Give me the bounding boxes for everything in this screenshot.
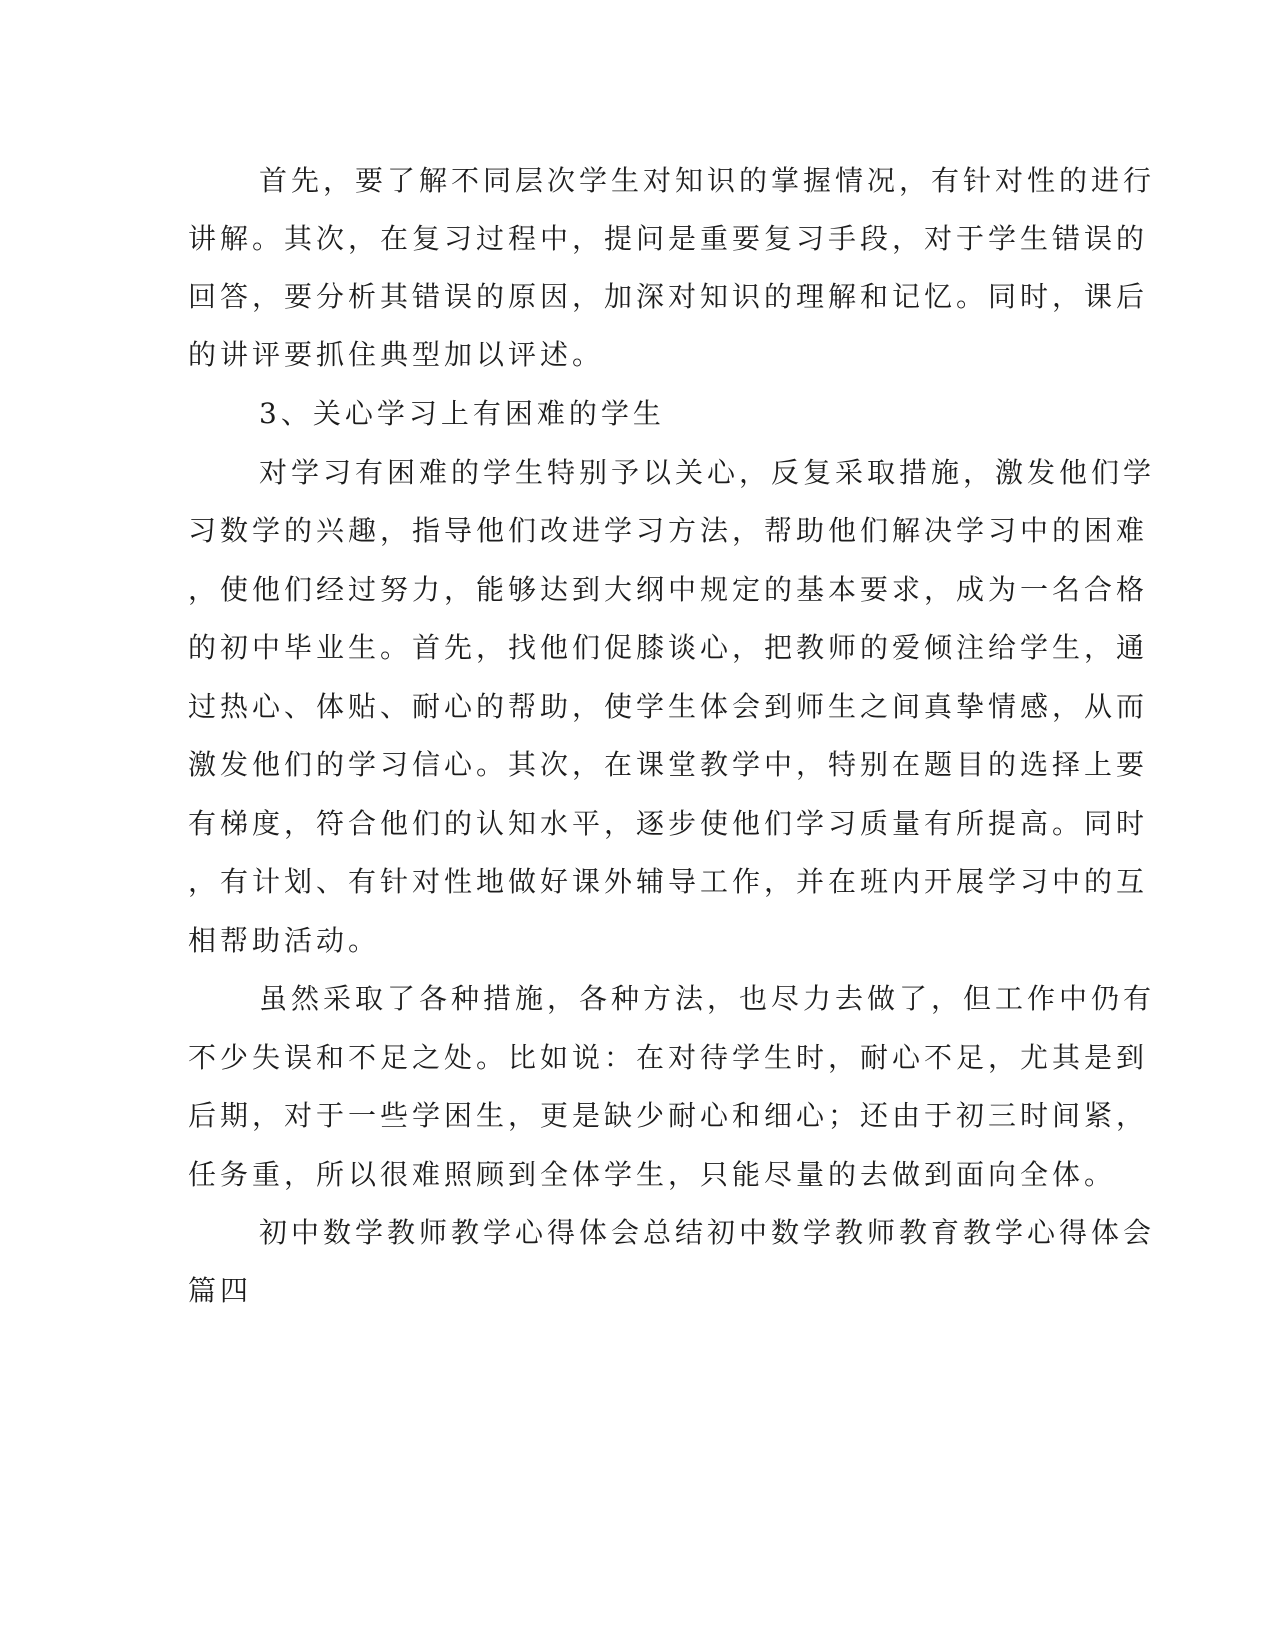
paragraph-4-line-1: 初中数学教师教学心得体会总结初中数学教师教育教学心得体会: [259, 1216, 1156, 1249]
paragraph-4-line-2: 篇四: [188, 1274, 253, 1307]
paragraph-2-line-6: 激发他们的学习信心。其次，在课堂教学中，特别在题目的选择上要: [188, 748, 1149, 781]
paragraph-1-line-3: 回答，要分析其错误的原因，加深对知识的理解和记忆。同时，课后: [188, 280, 1149, 313]
paragraph-1-line-4: 的讲评要抓住典型加以评述。: [188, 338, 605, 371]
paragraph-3-line-1: 虽然采取了各种措施，各种方法，也尽力去做了，但工作中仍有: [259, 982, 1156, 1015]
paragraph-3-line-3: 后期，对于一些学困生，更是缺少耐心和细心；还由于初三时间紧，: [188, 1099, 1149, 1132]
paragraph-1-line-1: 首先，要了解不同层次学生对知识的掌握情况，有针对性的进行: [259, 164, 1156, 197]
paragraph-2-line-2: 习数学的兴趣，指导他们改进学习方法，帮助他们解决学习中的困难: [188, 514, 1149, 547]
paragraph-2-line-1: 对学习有困难的学生特别予以关心，反复采取措施，激发他们学: [259, 456, 1156, 489]
paragraph-3-line-2: 不少失误和不足之处。比如说：在对待学生时，耐心不足，尤其是到: [188, 1041, 1149, 1074]
paragraph-1-line-2: 讲解。其次，在复习过程中，提问是重要复习手段，对于学生错误的: [188, 222, 1149, 255]
section-heading-3: 3、关心学习上有困难的学生: [259, 397, 665, 430]
paragraph-2-line-7: 有梯度，符合他们的认知水平，逐步使他们学习质量有所提高。同时: [188, 807, 1149, 840]
paragraph-2-line-5: 过热心、体贴、耐心的帮助，使学生体会到师生之间真挚情感，从而: [188, 690, 1149, 723]
paragraph-2-line-4: 的初中毕业生。首先，找他们促膝谈心，把教师的爱倾注给学生，通: [188, 631, 1149, 664]
paragraph-2-line-9: 相帮助活动。: [188, 924, 381, 957]
paragraph-2-line-8: ，有计划、有针对性地做好课外辅导工作，并在班内开展学习中的互: [188, 865, 1149, 898]
paragraph-3-line-4: 任务重，所以很难照顾到全体学生，只能尽量的去做到面向全体。: [188, 1158, 1117, 1191]
paragraph-2-line-3: ，使他们经过努力，能够达到大纲中规定的基本要求，成为一名合格: [188, 573, 1149, 606]
